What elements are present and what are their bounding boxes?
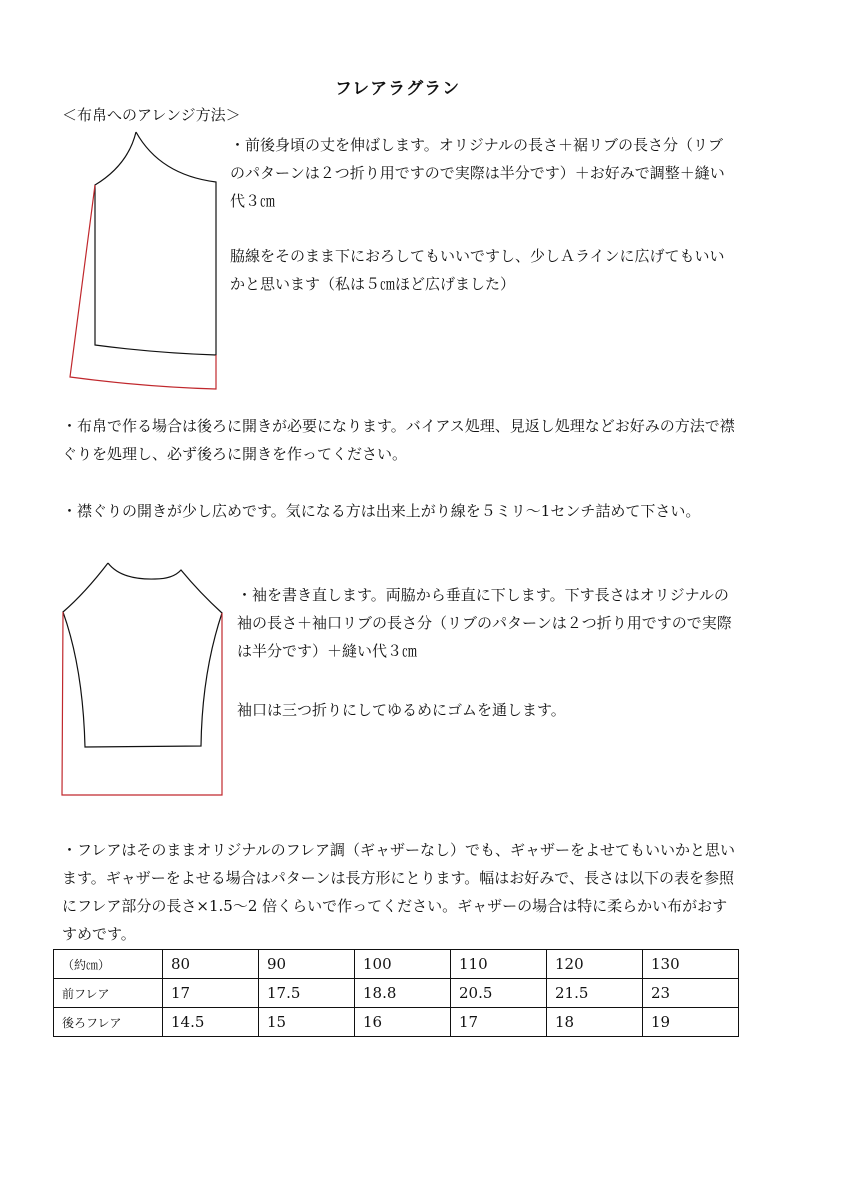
table-cell: 17.5 <box>259 979 355 1008</box>
table-cell-size: 80 <box>163 950 259 979</box>
table-cell: 19 <box>643 1008 739 1037</box>
section-subtitle: ＜布帛へのアレンジ方法＞ <box>62 106 241 124</box>
paragraph-sleeve: ・袖を書き直します。両脇から垂直に下します。下す長さはオリジナルの袖の長さ＋袖口リブの長さ分（リブのパターンは２つ折り用ですので実際は半分です）＋縫い代３㎝ <box>237 586 732 660</box>
sleeve-pattern-diagram <box>55 558 230 803</box>
table-cell-size: 120 <box>547 950 643 979</box>
table-cell-size: 90 <box>259 950 355 979</box>
paragraph-side-line: 脇線をそのまま下におろしてもいいですし、少しＡラインに広げてもいいかと思います（私は５㎝ほど広げました） <box>230 247 725 293</box>
sleeve-original-outline <box>63 563 222 747</box>
bodice-pattern-diagram <box>60 125 230 400</box>
paragraph-cuff: 袖口は三つ折りにしてゆるめにゴムを通します。 <box>237 701 566 719</box>
table-cell: 20.5 <box>451 979 547 1008</box>
table-cell: 17 <box>451 1008 547 1037</box>
bodice-adjusted-outline <box>70 185 216 389</box>
table-cell: 21.5 <box>547 979 643 1008</box>
table-cell-size: 100 <box>355 950 451 979</box>
table-cell: 18 <box>547 1008 643 1037</box>
table-cell: 15 <box>259 1008 355 1037</box>
table-cell-size: 110 <box>451 950 547 979</box>
bodice-original-outline <box>95 132 216 355</box>
flare-length-table <box>53 949 739 1037</box>
sleeve-adjusted-outline <box>62 612 222 795</box>
paragraph-body-length: ・前後身頃の丈を伸ばします。オリジナルの長さ＋裾リブの長さ分（リブのパターンは２つ折り用ですので実際は半分です）＋お好みで調整＋縫い代３㎝ <box>230 136 725 210</box>
table-row <box>54 1008 739 1037</box>
table-cell-unit: （約㎝） <box>54 950 163 979</box>
table-cell: 17 <box>163 979 259 1008</box>
page-title: フレアラグラン <box>334 79 461 99</box>
table-cell-size: 130 <box>643 950 739 979</box>
table-cell: 23 <box>643 979 739 1008</box>
paragraph-neckline: ・襟ぐりの開きが少し広めです。気になる方は出来上がり線を５ミリ～1センチ詰めて下さい。 <box>62 502 701 520</box>
paragraph-flare: ・フレアはそのままオリジナルのフレア調（ギャザーなし）でも、ギャザーをよせてもいいかと思います。ギャザーをよせる場合はパターンは長方形にとります。幅はお好みで、長さは以下の表を参照にフレア部分の長さ×1.5～2 倍くらいで作ってください。ギャザーの場合は特に柔らかい布がおすすめです。 <box>62 841 736 943</box>
paragraph-back-opening: ・布帛で作る場合は後ろに開きが必要になります。バイアス処理、見返し処理などお好みの方法で襟ぐりを処理し、必ず後ろに開きを作ってください。 <box>62 417 735 463</box>
table-cell: 18.8 <box>355 979 451 1008</box>
table-row <box>54 979 739 1008</box>
table-cell: 14.5 <box>163 1008 259 1037</box>
table-row-label: 後ろフレア <box>54 1008 163 1037</box>
table-cell: 16 <box>355 1008 451 1037</box>
table-header-row <box>54 950 739 979</box>
table-row-label: 前フレア <box>54 979 163 1008</box>
